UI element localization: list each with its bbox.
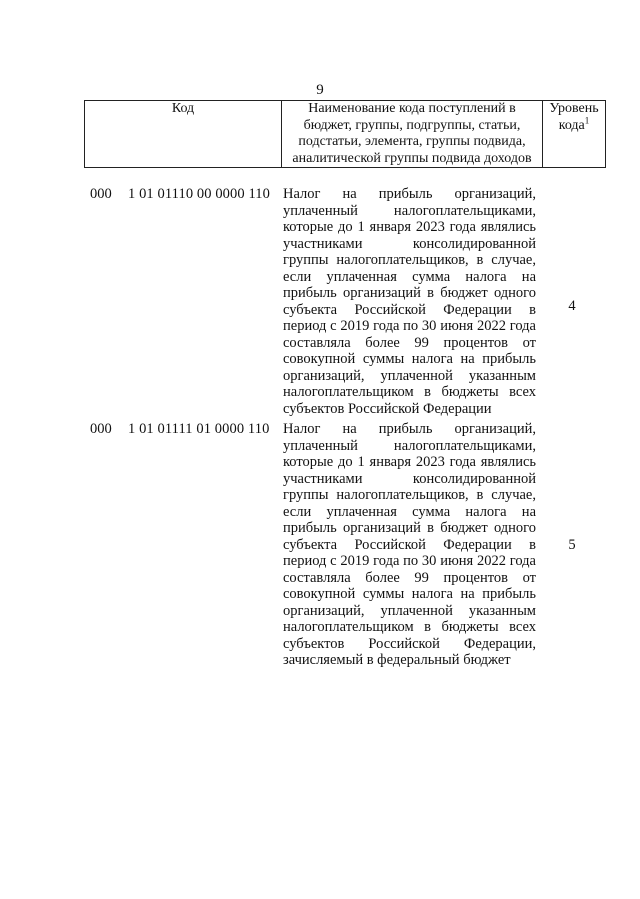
admin-code: 000 <box>90 421 112 437</box>
header-level-cell <box>543 101 606 168</box>
header-name-cell: Наименование кода поступлений в бюджет, группы, подгруппы, статьи, подстатьи, элемента, группы подвида, аналитической группы подвида доходов <box>282 101 543 168</box>
code-level: 5 <box>568 537 576 553</box>
header-table <box>84 100 606 168</box>
header-row <box>85 101 606 168</box>
income-description: Налог на прибыль организаций, уплаченный налогоплательщиками, которые до 1 января 2023 года являлись участниками консолидированной группы налогоплательщиков, в случае, если уплаченная сумма налога на прибыль организаций в бюджет одного субъекта Российской Федерации в период с 2019 года по 30 июня 2022 года составляла более 99 процентов от совокупной суммы налога на прибыль организаций, уплаченной указанным налогоплательщиком в бюджеты всех субъектов Российской Федерации, зачисляемый в федеральный бюджет <box>283 421 536 668</box>
budget-code: 1 01 01111 01 0000 110 <box>128 421 270 437</box>
budget-code: 1 01 01110 00 0000 110 <box>128 186 270 202</box>
footnote-marker: 1 <box>584 114 590 125</box>
page-number: 9 <box>316 82 324 98</box>
header-level-label: Уровень кода <box>549 101 599 133</box>
code-level: 4 <box>568 298 576 314</box>
income-description: Налог на прибыль организаций, уплаченный налогоплательщиками, которые до 1 января 2023 года являлись участниками консолидированной группы налогоплательщиков, в случае, если уплаченная сумма налога на прибыль организаций в бюджет одного субъекта Российской Федерации в период с 2019 года по 30 июня 2022 года составляла более 99 процентов от совокупной суммы налога на прибыль организаций, уплаченной указанным налогоплательщиком в бюджеты всех субъектов Российской Федерации <box>283 186 536 417</box>
admin-code: 000 <box>90 186 112 202</box>
header-code-cell: Код <box>85 101 282 168</box>
